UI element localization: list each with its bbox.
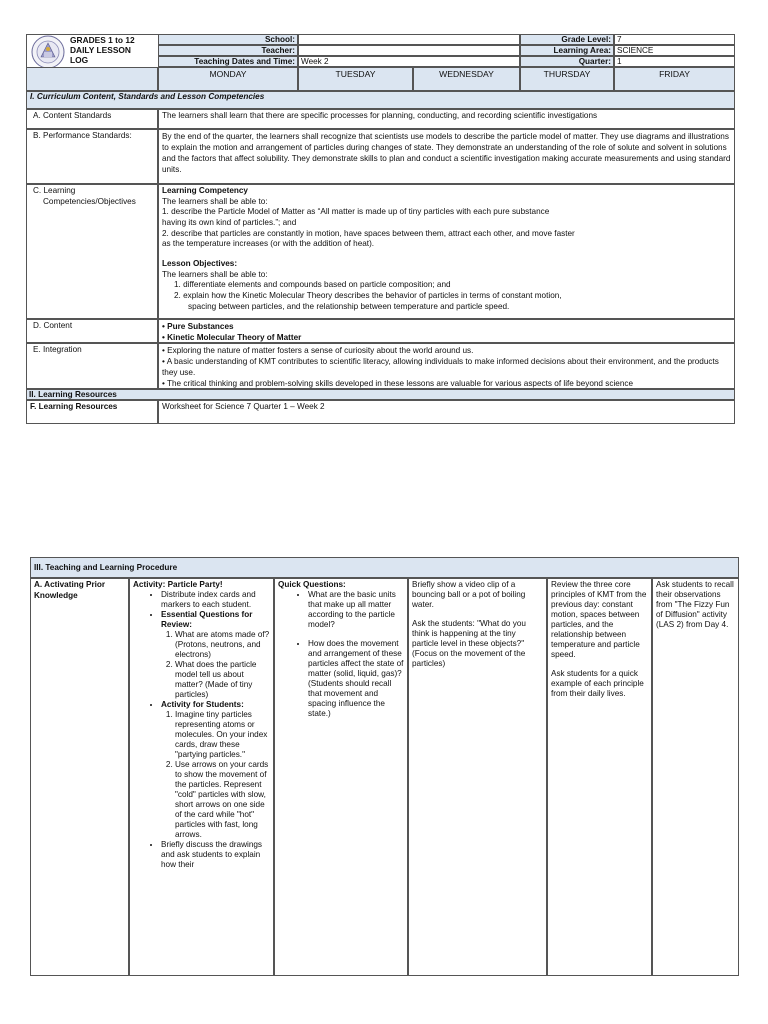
section-3-title: III. Teaching and Learning Procedure <box>30 557 739 578</box>
dates-label: Teaching Dates and Time: <box>158 56 298 67</box>
quarter-label: Quarter: <box>520 56 614 67</box>
day-header-thursday: THURSDAY <box>520 67 614 91</box>
learning-competency-2b: as the temperature increases (or with the addition of heat). <box>162 239 375 249</box>
doc-title-line-2: DAILY LESSON <box>70 45 131 56</box>
tuesday-question-1: • What are the basic units that make up all matter according to the particle model? <box>308 590 404 630</box>
content-standards-label: A. Content Standards <box>26 109 158 129</box>
monday-essential-questions <box>161 610 270 700</box>
content-standards-value: The learners shall learn that there are specific processes for planning, conducting, and recording scientific investigations <box>158 109 735 129</box>
wednesday-paragraph-1: Briefly show a video clip of a bouncing ball or a pot of boiling water. <box>412 580 526 609</box>
monday-activity-title: Activity: Particle Party! <box>133 580 223 589</box>
quarter-field[interactable]: 1 <box>614 56 735 67</box>
competencies-label-line-2: Competencies/Objectives <box>43 196 136 206</box>
learning-competency-1a: 1. describe the Particle Model of Matter as “All matter is made up of tiny particles with each pure substance <box>162 207 550 217</box>
friday-paragraph-1: Ask students to recall their observations from "The Fizzy Fun of Diffusion" activity (LAS 2) from Day 4. <box>656 580 734 629</box>
learning-competency-1b: having its own kind of particles.”; and <box>162 217 297 227</box>
learning-area-label: Learning Area: <box>520 45 614 56</box>
grade-level-label: Grade Level: <box>520 34 614 45</box>
performance-standards-label: B. Performance Standards: <box>26 129 158 184</box>
grade-level-field[interactable]: 7 <box>614 34 735 45</box>
doc-title-line-3: LOG <box>70 55 89 66</box>
integration-item-3: • The critical thinking and problem-solving skills developed in these lessons are valuable for various aspects of life beyond science <box>162 379 634 389</box>
learning-competency-intro: The learners shall be able to: <box>162 196 268 206</box>
essential-question-1: 1. What are atoms made of? (Protons, neutrons, and electrons) <box>175 630 270 660</box>
monday-bullet-1: • Distribute index cards and markers to each student. <box>161 590 270 610</box>
doc-title-line-1: GRADES 1 to 12 <box>70 35 135 45</box>
header-logo-cell <box>26 34 158 70</box>
tuesday-procedure-cell <box>274 578 408 976</box>
section-1-title: I. Curriculum Content, Standards and Lesson Competencies <box>26 91 735 109</box>
learning-resources-label: F. Learning Resources <box>26 400 158 424</box>
competencies-value <box>158 184 735 319</box>
learning-competency-2a: 2. describe that particles are constantly in motion, have spaces between them, attract each other, and move faster <box>162 228 575 238</box>
integration-label: E. Integration <box>26 343 158 389</box>
tuesday-question-2: • How does the movement and arrangement of these particles affect the state of matter (solid, liquid, gas)? (Students should recall that movement and spacing influence the state.) <box>308 639 404 719</box>
thursday-procedure-cell <box>547 578 652 976</box>
student-activity-1: 1. Imagine tiny particles representing atoms or molecules. On your index cards, draw these "partying particles." <box>175 710 270 760</box>
dates-field[interactable]: Week 2 <box>298 56 520 67</box>
content-item-2: • Kinetic Molecular Theory of Matter <box>162 333 302 343</box>
lesson-objective-2b: spacing between particles, and the relationship between temperature and particle speed. <box>188 301 510 311</box>
lesson-objectives-title: Lesson Objectives: <box>162 258 238 268</box>
learning-competency-title: Learning Competency <box>162 186 248 195</box>
activity-for-students-title: Activity for Students: <box>161 700 244 709</box>
monday-activity-for-students <box>161 700 270 840</box>
student-activity-2: 2. Use arrows on your cards to show the movement of the particles. Represent "cold" particles with slow, short arrows on one side of the card while "hot" particles with fast, long arrows. <box>175 760 270 840</box>
integration-value <box>158 343 735 389</box>
monday-procedure-cell <box>129 578 274 976</box>
day-header-blank <box>26 67 158 91</box>
integration-item-2: • A basic understanding of KMT contributes to scientific literacy, allowing individuals to make informed decisions about their environment, and the products they use. <box>162 357 719 378</box>
tuesday-title: Quick Questions: <box>278 580 346 589</box>
lesson-objectives-intro: The learners shall be able to: <box>162 269 268 279</box>
monday-bullet-last: • Briefly discuss the drawings and ask students to explain how their <box>161 840 270 870</box>
learning-area-field[interactable]: SCIENCE <box>614 45 735 56</box>
deped-seal-icon <box>31 35 65 69</box>
learning-resources-value: Worksheet for Science 7 Quarter 1 – Week 2 <box>158 400 735 424</box>
competencies-label <box>26 184 158 319</box>
competencies-label-line-1: C. Learning <box>33 186 76 195</box>
day-header-monday: MONDAY <box>158 67 298 91</box>
teacher-label: Teacher: <box>158 45 298 56</box>
essential-question-2: 2. What does the particle model tell us about matter? (Made of tiny particles) <box>175 660 270 700</box>
school-field[interactable] <box>298 34 520 45</box>
content-value <box>158 319 735 343</box>
thursday-paragraph-2: Ask students for a quick example of each principle from their daily lives. <box>551 669 644 698</box>
thursday-paragraph-1: Review the three core principles of KMT from the previous day: constant motion, spaces between particles, and the relationship between temperature and particle speed. <box>551 580 647 659</box>
section-2-title: II. Learning Resources <box>26 389 735 400</box>
day-header-wednesday: WEDNESDAY <box>413 67 520 91</box>
day-header-tuesday: TUESDAY <box>298 67 413 91</box>
performance-standards-value: By the end of the quarter, the learners shall recognize that scientists use models to describe the particle model of matter. They use diagrams and illustrations to explain the motion and arrangement of particles during changes of state. They demonstrate an understanding of the role of solute and solvent in solutions and the factors that affect solubility. They demonstrate skills to plan and conduct a scientific investigation making accurate measurements and using standard units. <box>158 129 735 184</box>
content-label: D. Content <box>26 319 158 343</box>
activating-prior-knowledge-label: A. Activating Prior Knowledge <box>30 578 129 976</box>
school-label: School: <box>158 34 298 45</box>
friday-procedure-cell <box>652 578 739 976</box>
essential-questions-title: Essential Questions for Review: <box>161 610 253 629</box>
lesson-objective-2a: 2. explain how the Kinetic Molecular Theory describes the behavior of particles in terms of constant motion, <box>174 290 562 300</box>
lesson-objective-1: 1. differentiate elements and compounds based on particle composition; and <box>174 280 451 290</box>
teacher-field[interactable] <box>298 45 520 56</box>
wednesday-paragraph-2: Ask the students: "What do you think is happening at the tiny particle level in these objects?" (Focus on the movement of the particles) <box>412 619 526 668</box>
content-item-1: • Pure Substances <box>162 322 234 331</box>
wednesday-procedure-cell <box>408 578 547 976</box>
day-header-friday: FRIDAY <box>614 67 735 91</box>
integration-item-1: • Exploring the nature of matter fosters a sense of curiosity about the world around us. <box>162 346 474 355</box>
